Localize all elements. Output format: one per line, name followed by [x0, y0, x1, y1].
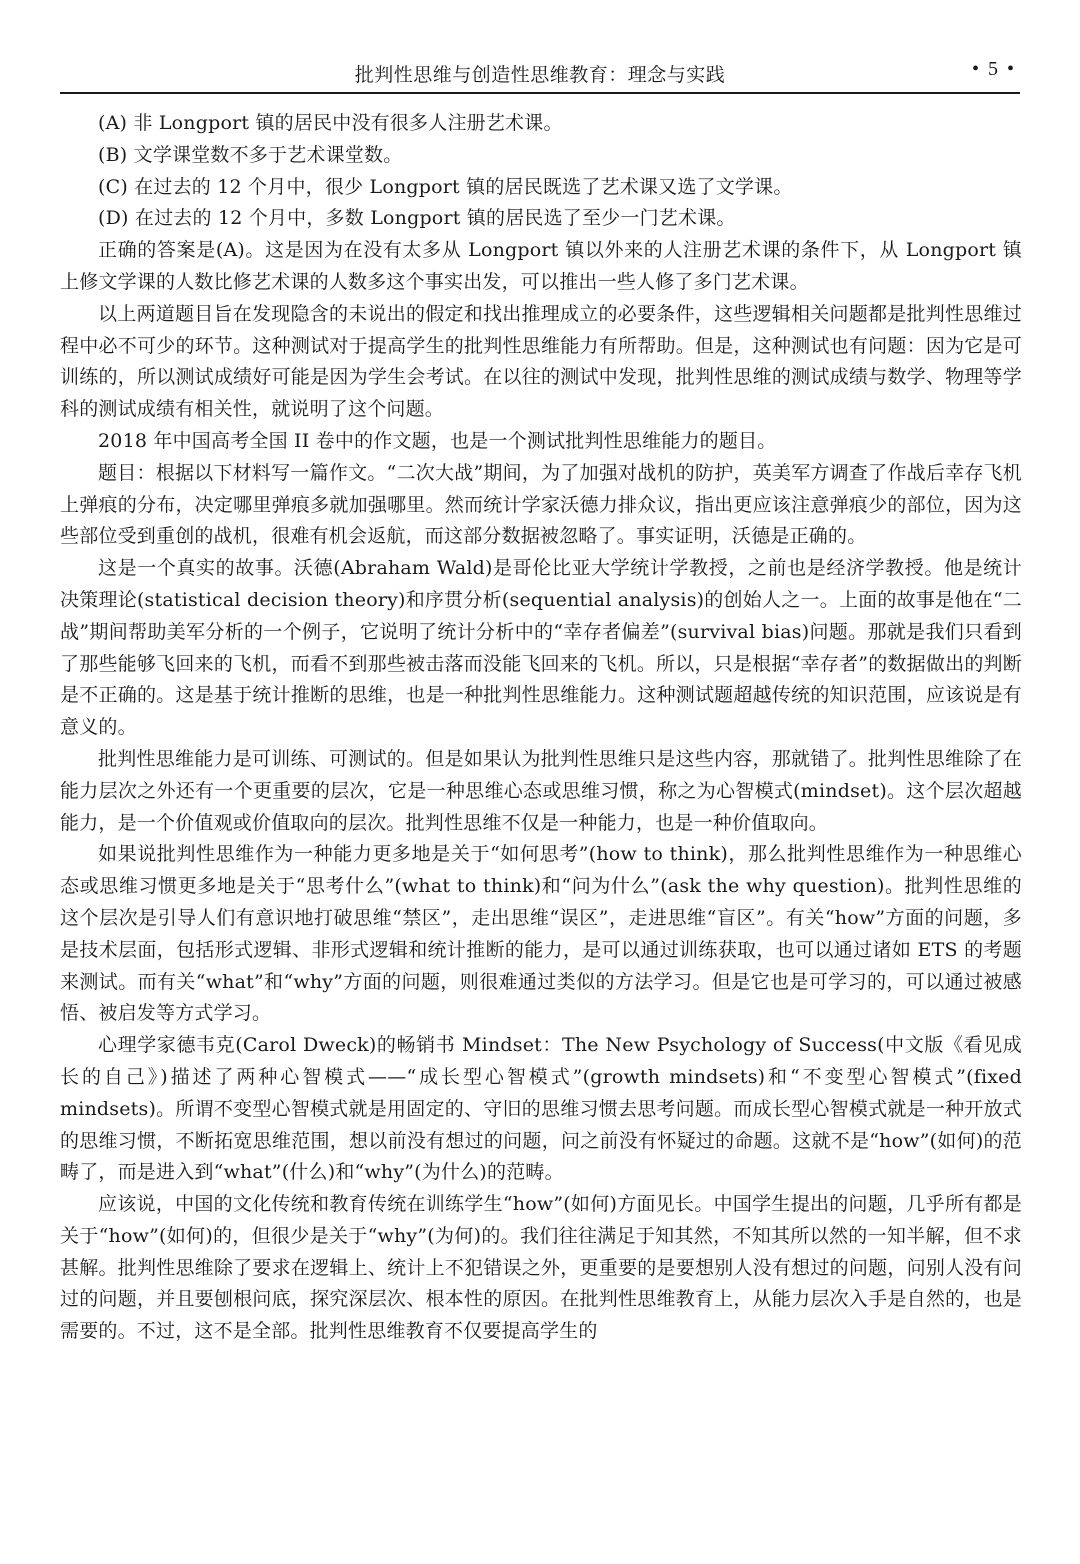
paragraph: 如果说批判性思维作为一种能力更多地是关于“如何思考”(how to think)，那么批判性思维作为一种思维心态或思维习惯更多地是关于“思考什么”(what to think)和“问为什么”(ask the why question)。批判性思维的这个层次是引导人们有意识地打破思维“禁区”，走出思维“误区”，走进思维“盲区”。有关“how”方面的问题，多是技术层面，包括形式逻辑、非形式逻辑和统计推断的能力，是可以通过训练获取，也可以通过诸如 ETS 的考题来测试。而有关“what”和“why”方面的问题，则很难通过类似的方法学习。但是它也是可学习的，可以通过被感悟、被启发等方式学习。 — [60, 843, 1022, 1025]
paragraph: 心理学家德韦克(Carol Dweck)的畅销书 Mindset：The New Psychology of Success(中文版《看见成长的自己》)描述了两种心智模式——“成长型心智模式”(growth mindsets)和“不变型心智模式”(fixed mindsets)。所谓不变型心智模式就是用固定的、守旧的思维习惯去思考问题。而成长型心智模式就是一种开放式的思维习惯，不断拓宽思维范围，想以前没有想过的问题，问之前没有怀疑过的命题。这就不是“how”(如何)的范畴了，而是进入到“what”(什么)和“why”(为什么)的范畴。 — [60, 1034, 1022, 1184]
paragraph: 正确的答案是(A)。这是因为在没有太多从 Longport 镇以外来的人注册艺术课的条件下，从 Longport 镇上修文学课的人数比修艺术课的人数多这个事实出发，可以推出一些人修了多门艺术课。 — [60, 239, 1022, 293]
option-b: (B) 文学课堂数不多于艺术课堂数。 — [98, 143, 403, 166]
paragraph: 这是一个真实的故事。沃德(Abraham Wald)是哥伦比亚大学统计学教授，之前也是经济学教授。他是统计决策理论(statistical decision theory)和序贯分析(sequential analysis)的创始人之一。上面的故事是他在“二战”期间帮助美军分析的一个例子，它说明了统计分析中的“幸存者偏差”(survival bias)问题。那就是我们只看到了那些能够飞回来的飞机，而看不到那些被击落而没能飞回来的飞机。所以，只是根据“幸存者”的数据做出的判断是不正确的。这是基于统计推断的思维，也是一种批判性思维能力。这种测试题超越传统的知识范围，应该说是有意义的。 — [60, 557, 1022, 739]
body-text — [60, 108, 1022, 1348]
paragraph: 题目：根据以下材料写一篇作文。“二次大战”期间，为了加强对战机的防护，英美军方调查了作战后幸存飞机上弹痕的分布，决定哪里弹痕多就加强哪里。然而统计学家沃德力排众议，指出更应该注意弹痕少的部位，因为这些部位受到重创的战机，很难有机会返航，而这部分数据被忽略了。事实证明，沃德是正确的。 — [60, 461, 1022, 548]
option-d: (D) 在过去的 12 个月中，多数 Longport 镇的居民选了至少一门艺术课。 — [98, 207, 736, 230]
header-title: 批判性思维与创造性思维教育：理念与实践 — [354, 64, 726, 86]
running-header — [60, 58, 1020, 94]
page-number: • 5 • — [971, 58, 1016, 80]
option-c: (C) 在过去的 12 个月中，很少 Longport 镇的居民既选了艺术课又选了文学课。 — [98, 175, 793, 198]
paragraph: 应该说，中国的文化传统和教育传统在训练学生“how”(如何)方面见长。中国学生提出的问题，几乎所有都是关于“how”(如何)的，但很少是关于“why”(为何)的。我们往往满足于知其然，不知其所以然的一知半解，但不求甚解。批判性思维除了要求在逻辑上、统计上不犯错误之外，更重要的是要想别人没有想过的问题，问别人没有问过的问题，并且要刨根问底，探究深层次、根本性的原因。在批判性思维教育上，从能力层次入手是自然的，也是需要的。不过，这不是全部。批判性思维教育不仅要提高学生的 — [60, 1193, 1022, 1343]
paragraph: 批判性思维能力是可训练、可测试的。但是如果认为批判性思维只是这些内容，那就错了。批判性思维除了在能力层次之外还有一个更重要的层次，它是一种思维心态或思维习惯，称之为心智模式(mindset)。这个层次超越能力，是一个价值观或价值取向的层次。批判性思维不仅是一种能力，也是一种价值取向。 — [60, 747, 1022, 834]
paragraph: 2018 年中国高考全国 II 卷中的作文题，也是一个测试批判性思维能力的题目。 — [98, 429, 777, 452]
paragraph: 以上两道题目旨在发现隐含的未说出的假定和找出推理成立的必要条件，这些逻辑相关问题都是批判性思维过程中必不可少的环节。这种测试对于提高学生的批判性思维能力有所帮助。但是，这种测试也有问题：因为它是可训练的，所以测试成绩好可能是因为学生会考试。在以往的测试中发现，批判性思维的测试成绩与数学、物理等学科的测试成绩有相关性，就说明了这个问题。 — [60, 302, 1022, 421]
option-a: (A) 非 Longport 镇的居民中没有很多人注册艺术课。 — [98, 112, 563, 134]
